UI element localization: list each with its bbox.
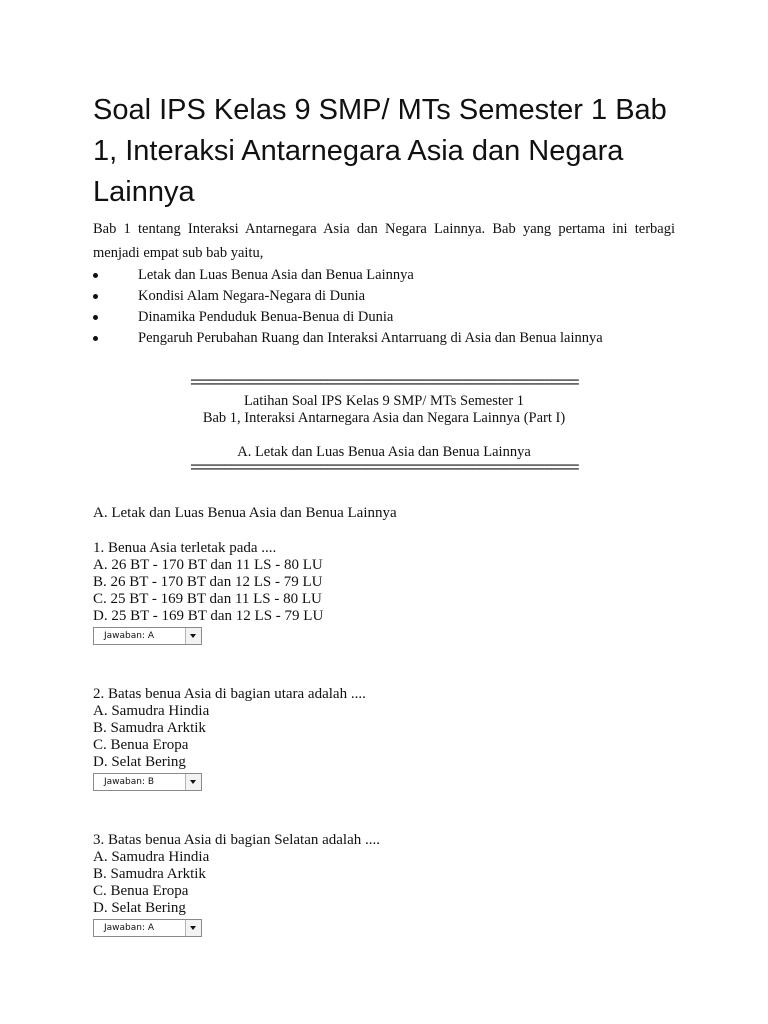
- option: C. Benua Eropa: [93, 883, 189, 899]
- option: B. Samudra Arktik: [93, 866, 206, 882]
- bullet-icon: [93, 336, 98, 341]
- answer-value: Jawaban: A: [104, 631, 155, 641]
- answer-value: Jawaban: A: [104, 923, 155, 933]
- dropdown-button[interactable]: [185, 628, 201, 644]
- question-text: 2. Batas benua Asia di bagian utara adalah ....: [93, 686, 366, 702]
- dropdown-button[interactable]: [185, 774, 201, 790]
- banner-section-title: A. Letak dan Luas Benua Asia dan Benua Lainnya: [237, 444, 531, 460]
- list-item: Dinamika Penduduk Benua-Benua di Dunia: [93, 307, 675, 328]
- answer-dropdown[interactable]: [93, 919, 202, 937]
- option: B. 26 BT - 170 BT dan 12 LS - 79 LU: [93, 574, 323, 590]
- answer-value: Jawaban: B: [104, 777, 155, 787]
- section-heading: A. Letak dan Luas Benua Asia dan Benua Lainnya: [93, 505, 397, 521]
- separator-line: =========================================================: [190, 461, 578, 477]
- option: A. Samudra Hindia: [93, 849, 210, 865]
- question-block: [93, 686, 675, 796]
- bullet-icon: [93, 294, 98, 299]
- chevron-down-icon: [190, 634, 196, 638]
- option: D. Selat Bering: [93, 900, 186, 916]
- banner-line: Latihan Soal IPS Kelas 9 SMP/ MTs Semester 1: [243, 393, 525, 409]
- list-item: Letak dan Luas Benua Asia dan Benua Lainnya: [93, 265, 675, 286]
- option: C. Benua Eropa: [93, 737, 189, 753]
- question-text: 3. Batas benua Asia di bagian Selatan adalah ....: [93, 832, 380, 848]
- page-title: Soal IPS Kelas 9 SMP/ MTs Semester 1 Bab 1, Interaksi Antarnegara Asia dan Negara Lainnya: [93, 94, 667, 208]
- separator-line: =========================================================: [190, 376, 578, 392]
- option: A. 26 BT - 170 BT dan 11 LS - 80 LU: [93, 557, 323, 573]
- question-block: [93, 540, 675, 650]
- question-block: [93, 832, 675, 942]
- banner-line: Bab 1, Interaksi Antarnegara Asia dan Negara Lainnya (Part I): [202, 410, 566, 426]
- chevron-down-icon: [190, 780, 196, 784]
- answer-dropdown[interactable]: [93, 627, 202, 645]
- subchapter-list: [93, 265, 675, 349]
- answer-dropdown[interactable]: [93, 773, 202, 791]
- bullet-icon: [93, 273, 98, 278]
- dropdown-button[interactable]: [185, 920, 201, 936]
- spacer: [93, 427, 675, 444]
- option: A. Samudra Hindia: [93, 703, 210, 719]
- intro-paragraph: Bab 1 tentang Interaksi Antarnegara Asia dan Negara Lainnya. Bab yang pertama ini terbagi menjadi empat sub bab yaitu,: [93, 221, 675, 261]
- option: B. Samudra Arktik: [93, 720, 206, 736]
- option: C. 25 BT - 169 BT dan 11 LS - 80 LU: [93, 591, 322, 607]
- question-text: 1. Benua Asia terletak pada ....: [93, 540, 277, 556]
- option: D. 25 BT - 169 BT dan 12 LS - 79 LU: [93, 608, 324, 624]
- chevron-down-icon: [190, 926, 196, 930]
- document-page: [93, 0, 675, 942]
- option: D. Selat Bering: [93, 754, 186, 770]
- banner: [93, 376, 675, 478]
- list-item: Pengaruh Perubahan Ruang dan Interaksi Antarruang di Asia dan Benua lainnya: [93, 328, 675, 349]
- list-item: Kondisi Alam Negara-Negara di Dunia: [93, 286, 675, 307]
- bullet-icon: [93, 315, 98, 320]
